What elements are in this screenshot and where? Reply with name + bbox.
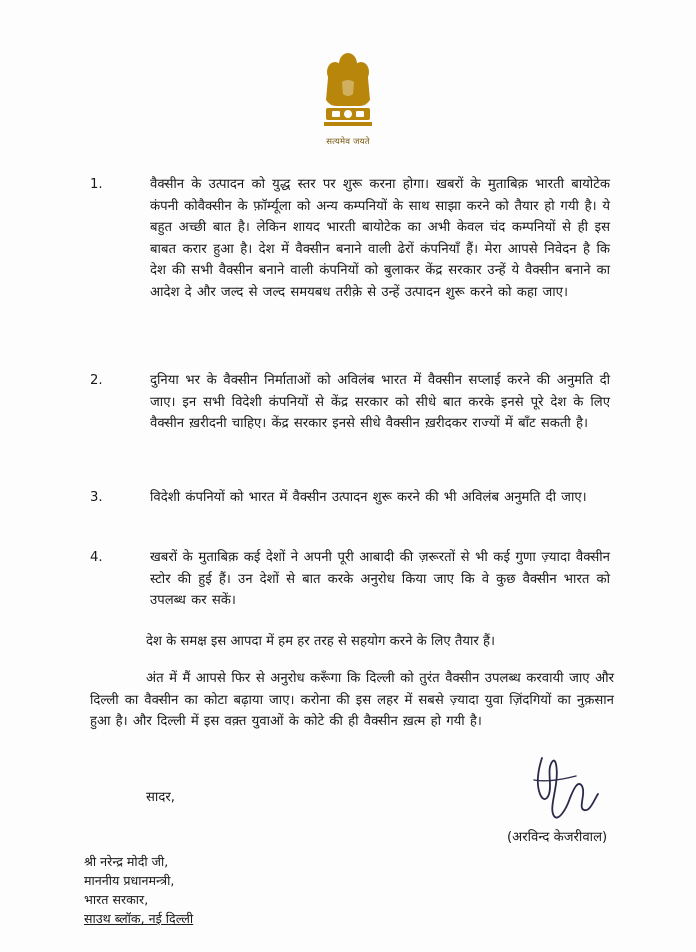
state-emblem-icon xyxy=(320,48,376,148)
salutation: सादर, xyxy=(146,790,175,805)
point-3-text: विदेशी कंपनियों को भारत में वैक्सीन उत्पादन शुरू करने की भी अविलंब अनुमति दी जाए। xyxy=(150,490,587,505)
recipient-designation: माननीय प्रधानमन्त्री, xyxy=(84,873,175,888)
point-4-number: 4. xyxy=(90,550,103,565)
signature-icon xyxy=(520,750,610,830)
point-2-number: 2. xyxy=(90,373,103,388)
emblem-motto: सत्यमेव जयते xyxy=(326,137,370,147)
point-1-text: वैक्सीन के उत्पादन को युद्ध स्तर पर शुरू करना होगा। खबरों के मुताबिक़ भारती बायोटेक कंपनी कोवैक्सीन के फ़ॉर्म्यूला को अन्य कम्पनियों के साथ साझा करने को तैयार हो गयी है। ये बहुत अच्छी बात है। लेकिन शायद भारती बायोटेक का अभी केवल चंद कम्पनियों से ही इस बाबत करार हुआ है। देश में वैक्सीन बनाने वाली ढेरों कंपनियाँ हैं। मेरा आपसे निवेदन है कि देश की सभी वैक्सीन बनाने वाली कंपनियों को बुलाकर केंद्र सरकार उन्हें ये वैक्सीन बनाने का आदेश दे और जल्द से जल्द समयबध तरीक़े से उन्हें उत्पादन शुरू करने को कहा जाए। xyxy=(150,177,610,300)
closing-paragraph: अंत में मैं आपसे फिर से अनुरोध करूँगा कि दिल्ली को तुरंत वैक्सीन उपलब्ध करवायी जाए और दिल्ली का वैक्सीन का कोटा बढ़ाया जाए। करोना की इस लहर में सबसे ज़्यादा युवा ज़िंदगियों का नुक़सान हुआ है। और दिल्ली में इस वक़्त युवाओं के कोटे की ही वैक्सीन ख़त्म हो गयी है। xyxy=(90,671,614,730)
point-4-text: खबरों के मुताबिक़ कई देशों ने अपनी पूरी आबादी की ज़रूरतों से भी कई गुणा ज़्यादा वैक्सीन स्टोर की हुई हैं। उन देशों से बात करके अनुरोध किया जाए कि वे कुछ वैक्सीन भारत को उपलब्ध कर सकें। xyxy=(150,550,610,609)
point-1-number: 1. xyxy=(90,177,103,192)
point-3-number: 3. xyxy=(90,490,103,505)
recipient-address: साउथ ब्लॉक, नई दिल्ली xyxy=(84,911,194,926)
recipient-name: श्री नरेन्द्र मोदी जी, xyxy=(84,854,169,869)
sender-name: (अरविन्द केजरीवाल) xyxy=(507,830,608,845)
recipient-government: भारत सरकार, xyxy=(84,892,149,907)
point-2-text: दुनिया भर के वैक्सीन निर्माताओं को अविलंब भारत में वैक्सीन सप्लाई करने की अनुमति दी जाए। इन सभी विदेशी कंपनियों से केंद्र सरकार को सीधे बात करके इनसे पूरे देश के लिए वैक्सीन ख़रीदनी चाहिए। केंद्र सरकार इनसे सीधे वैक्सीन ख़रीदकर राज्यों में बाँट सकती है। xyxy=(150,373,610,432)
support-line: देश के समक्ष इस आपदा में हम हर तरह से सहयोग करने के लिए तैयार हैं। xyxy=(146,634,496,649)
